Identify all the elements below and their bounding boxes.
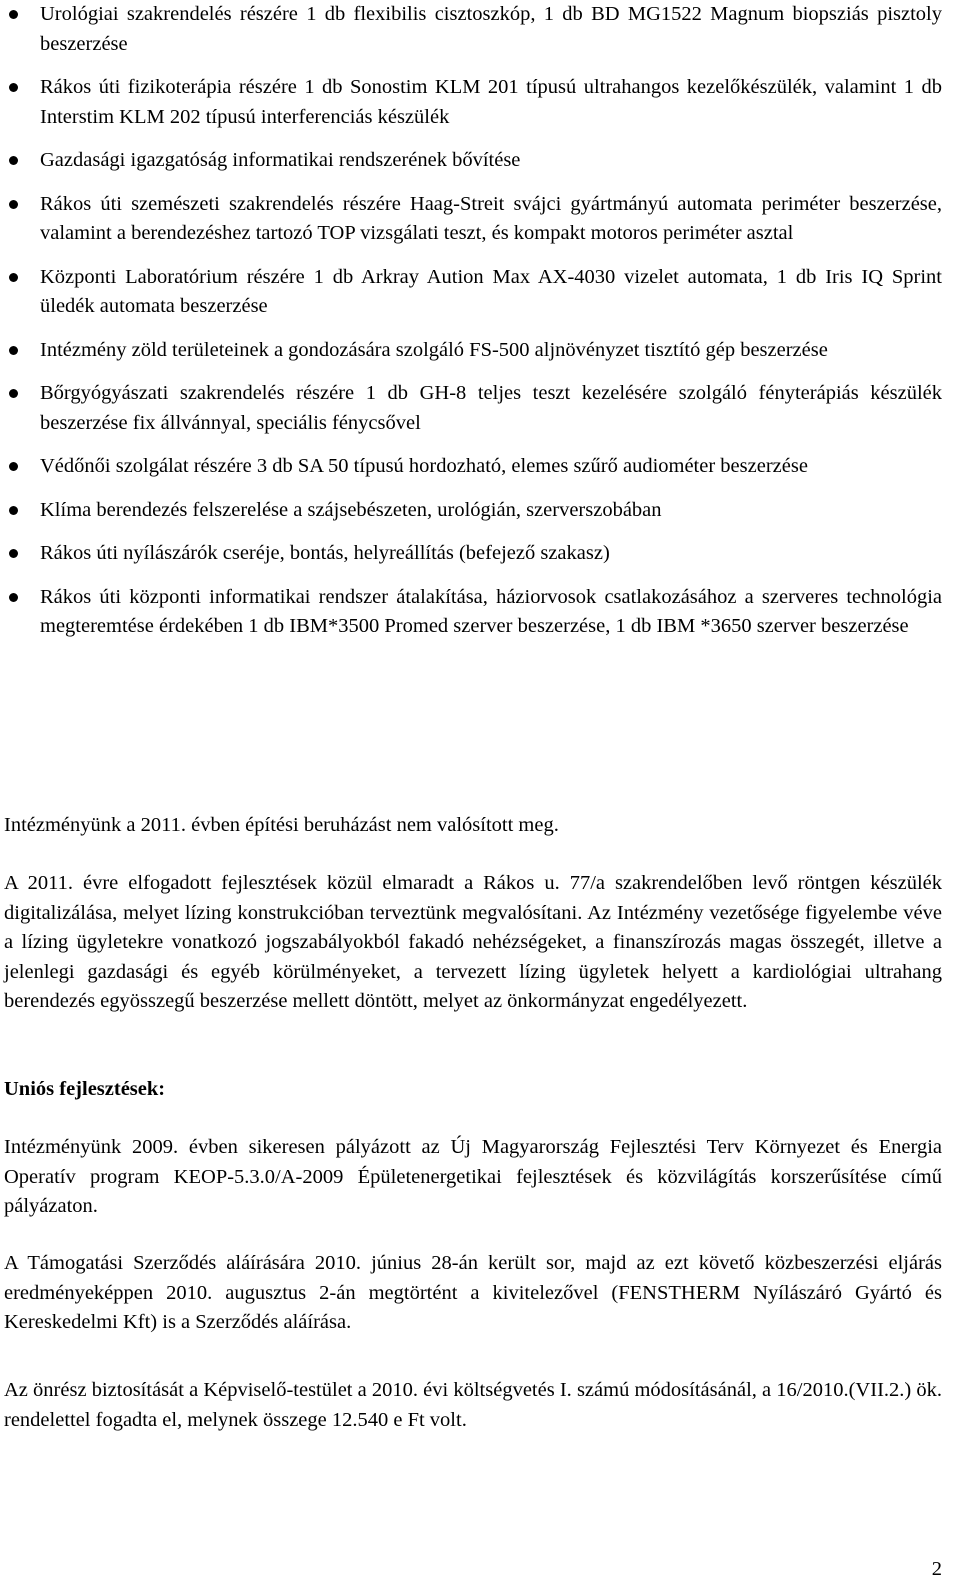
list-item: Rákos úti fizikoterápia részére 1 db Sonostim KLM 201 típusú ultrahangos kezelőkészülék, valamint 1 db Interstim KLM 202 típusú interferenciás készülék [40,73,942,132]
list-item: Központi Laboratórium részére 1 db Arkray Aution Max AX-4030 vizelet automata, 1 db Iris IQ Sprint üledék automata beszerzése [40,263,942,322]
list-item: Klíma berendezés felszerelése a szájsebészeten, urológián, szerverszobában [40,496,942,526]
list-item: Védőnői szolgálat részére 3 db SA 50 típusú hordozható, elemes szűrő audiométer beszerzése [40,452,942,482]
list-item: Rákos úti szemészeti szakrendelés részére Haag-Streit svájci gyártmányú automata periméter beszerzése, valamint a berendezéshez tartozó TOP vizsgálati teszt, és kompakt motoros periméter asztal [40,190,942,249]
procurement-bullet-list [40,0,942,656]
list-item: Bőrgyógyászati szakrendelés részére 1 db GH-8 teljes teszt kezelésére szolgáló fényterápiás készülék beszerzése fix állvánnyal, speciális fénycsővel [40,379,942,438]
paragraph-own-contribution: Az önrész biztosítását a Képviselő-testület a 2010. évi költségvetés I. számú módosításánál, a 16/2010.(VII.2.) ök. rendelettel fogadta el, melynek összege 12.540 e Ft volt. [4,1379,942,1431]
list-item: Urológiai szakrendelés részére 1 db flexibilis cisztoszkóp, 1 db BD MG1522 Magnum biopsziás pisztoly beszerzése [40,0,942,59]
list-item: Gazdasági igazgatóság informatikai rendszerének bővítése [40,146,942,176]
paragraph-keop-application: Intézményünk 2009. évben sikeresen pályázott az Új Magyarország Fejlesztési Terv Környezet és Energia Operatív program KEOP-5.3.0/A-2009 Épületenergetikai fejlesztések és közvilágítás korszerűsítése című pályázaton. [4,1136,942,1217]
list-item: Intézmény zöld területeinek a gondozására szolgáló FS-500 aljnövényzet tisztító gép beszerzése [40,336,942,366]
list-item: Rákos úti központi informatikai rendszer átalakítása, háziorvosok csatlakozásához a szerveres technológia megteremtése érdekében 1 db IBM*3500 Promed szerver beszerzése, 1 db IBM *3650 szerver beszerzése [40,583,942,642]
paragraph-xray-leasing: A 2011. évre elfogadott fejlesztések közül elmaradt a Rákos u. 77/a szakrendelőben levő röntgen készülék digitalizálása, melyet lízing konstrukcióban terveztünk megvalósítani. Az Intézmény vezetősége figyelembe véve a lízing ügyletekre vonatkozó jogszabályokból fakadó nehézségeket, a finanszírozás magas összegét, illetve a jelenlegi gazdasági és egyéb körülményeket, a tervezett lízing ügyletek helyett a kardiológiai ultrahang berendezés egyösszegű beszerzése mellett döntött, melyet az önkormányzat engedélyezett. [4,872,942,1012]
paragraph-grant-contract: A Támogatási Szerződés aláírására 2010. június 28-án került sor, majd az ezt követő közbeszerzési eljárás eredményeképpen 2010. augusztus 2-án megtörtént a kivitelezővel (FENSTHERM Nyílászáró Gyártó és Kereskedelmi Kft) is a Szerződés aláírása. [4,1252,942,1333]
paragraph-no-construction: Intézményünk a 2011. évben építési beruházást nem valósított meg. [4,814,559,836]
page-number: 2 [931,1558,942,1580]
section-heading-eu-developments: Uniós fejlesztések: [4,1078,166,1100]
list-item: Rákos úti nyílászárók cseréje, bontás, helyreállítás (befejező szakasz) [40,539,942,569]
